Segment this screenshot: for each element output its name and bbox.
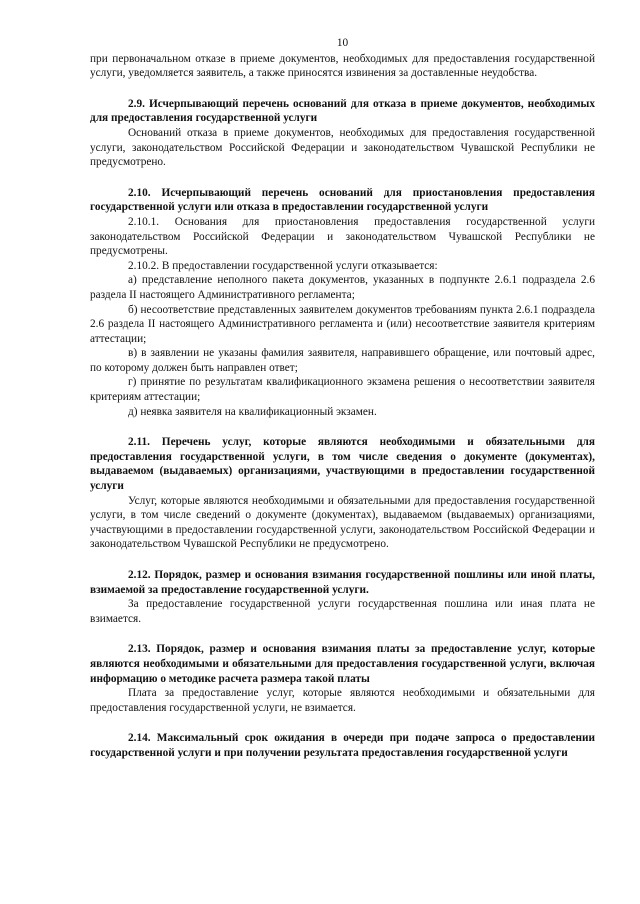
section-heading: 2.14. Максимальный срок ожидания в очереди при подаче запроса о предоставлении государственной услуги и при получении результата предоставления государственной услуги — [90, 732, 595, 759]
body-paragraph: при первоначальном отказе в приеме документов, необходимых для предоставления государственной услуги, уведомляется заявитель, а также приносятся извинения за доставленные неудобства. — [90, 52, 595, 80]
body-paragraph: Услуг, которые являются необходимыми и обязательными для предоставления государственной услуги, в том числе сведений о документе (документах), выдаваемом (выдаваемых) организациями, участвующими в предоставлении государственной услуги, законодательством Российской Федерации и законодательством Чувашской Республики не предусмотрено. — [90, 494, 595, 551]
body-paragraph: б) несоответствие представленных заявителем документов требованиям пункта 2.6.1 подраздела 2.6 раздела II настоящего Административного регламента и (или) несоответствие заявителя критериям аттестации; — [90, 303, 595, 345]
section-heading: 2.13. Порядок, размер и основания взимания платы за предоставление услуг, которые являются необходимыми и обязательными для предоставления государственной услуги, включая информацию о методике расчета размера такой платы — [90, 643, 595, 685]
section-heading: 2.11. Перечень услуг, которые являются необходимыми и обязательными для предоставления государственной услуги, в том числе сведения о документе (документах), выдаваемом (выдаваемых) организациями, участвующими в предоставлении государственной услуги — [90, 436, 595, 493]
section-heading: 2.9. Исчерпывающий перечень оснований для отказа в приеме документов, необходимых для предоставления государственной услуги — [90, 97, 595, 125]
page-number: 10 — [336, 37, 349, 49]
body-paragraph: Оснований отказа в приеме документов, необходимых для предоставления государственной услуги, законодательством Российской Федерации и законодательством Чувашской Республики не предусмотрено. — [90, 126, 595, 169]
body-paragraph: 2.10.2. В предоставлении государственной услуги отказывается: — [128, 259, 438, 272]
body-paragraph: За предоставление государственной услуги государственная пошлина или иная плата не взимается. — [90, 598, 595, 625]
body-paragraph: а) представление неполного пакета документов, указанных в подпункте 2.6.1 подраздела 2.6 раздела II настоящего Административного регламента; — [90, 274, 595, 301]
body-paragraph: в) в заявлении не указаны фамилия заявителя, направившего обращение, или почтовый адрес, по которому должен быть направлен ответ; — [90, 347, 595, 374]
body-paragraph: д) неявка заявителя на квалификационный экзамен. — [128, 405, 377, 418]
body-paragraph: Плата за предоставление услуг, которые являются необходимыми и обязательными для предоставления государственной услуги, не взимается. — [90, 687, 595, 714]
document-page — [90, 36, 595, 761]
section-heading: 2.10. Исчерпывающий перечень оснований для приостановления предоставления государственной услуги или отказа в предоставлении государственной услуги — [90, 186, 595, 214]
body-paragraph: 2.10.1. Основания для приостановления предоставления государственной услуги законодательством Российской Федерации и законодательством Чувашской Республики не предусмотрены. — [90, 215, 595, 258]
section-heading: 2.12. Порядок, размер и основания взимания государственной пошлины или иной платы, взимаемой за предоставление государственной услуги. — [90, 569, 595, 596]
body-paragraph: г) принятие по результатам квалификационного экзамена решения о несоответствии заявителя критериям аттестации; — [90, 376, 595, 404]
document-body — [90, 52, 595, 761]
